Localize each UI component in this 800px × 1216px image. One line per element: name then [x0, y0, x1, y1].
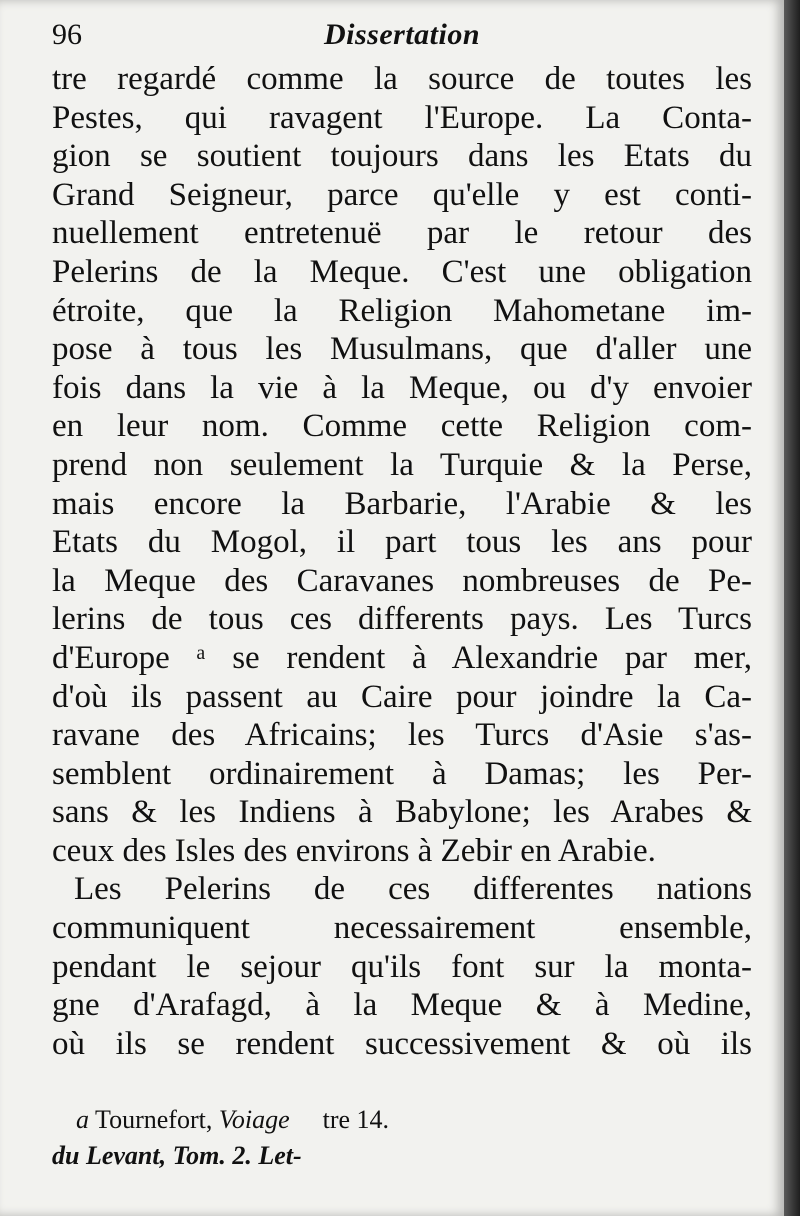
- footnote-letter-ref: tre 14.: [322, 1105, 390, 1134]
- text-line: mais encore la Barbarie, l'Arabie & les: [52, 485, 752, 522]
- page-header: [52, 16, 752, 60]
- page-number: 96: [52, 18, 82, 51]
- text-line: d'Europe ᵃ se rendent à Alexandrie par mer,: [52, 639, 752, 676]
- text-line: Pelerins de la Meque. C'est une obligation: [52, 253, 752, 290]
- text-line: étroite, que la Religion Mahometane im-: [52, 292, 752, 329]
- text-line: sans & les Indiens à Babylone; les Arabes &: [52, 794, 752, 831]
- text-line: gne d'Arafagd, à la Meque & à Medine,: [52, 987, 752, 1024]
- text-line: où ils se rendent successivement & où ils: [52, 1025, 752, 1062]
- text-line: gion se soutient toujours dans les Etats du: [52, 138, 752, 175]
- page-edge-shadow: [784, 0, 800, 1216]
- text-line: fois dans la vie à la Meque, ou d'y envoier: [52, 369, 752, 406]
- body-text: [52, 60, 752, 1063]
- text-line: prend non seulement la Turquie & la Perse,: [52, 446, 752, 483]
- text-line: communiquent necessairement ensemble,: [52, 910, 752, 947]
- text-line: ceux des Isles des environs à Zebir en Arabie.: [52, 832, 656, 869]
- text-line: Pestes, qui ravagent l'Europe. La Conta-: [52, 99, 752, 136]
- text-line: nuellement entretenuë par le retour des: [52, 215, 752, 252]
- footnote-line: [52, 1102, 752, 1138]
- footnote-marker: a: [76, 1105, 89, 1134]
- text-line: en leur nom. Comme cette Religion com-: [52, 408, 752, 445]
- text-line: Grand Seigneur, parce qu'elle y est conti-: [52, 176, 752, 213]
- text-line: pose à tous les Musulmans, que d'aller une: [52, 331, 752, 368]
- running-head: Dissertation: [323, 18, 481, 51]
- text-line: pendant le sejour qu'ils font sur la monta-: [52, 948, 752, 985]
- text-line: Etats du Mogol, il part tous les ans pour: [52, 524, 752, 561]
- footnote-line-2: du Levant, Tom. 2. Let-: [52, 1141, 302, 1170]
- text-line: lerins de tous ces differents pays. Les Turcs: [52, 601, 752, 638]
- footnotes: [52, 1102, 752, 1174]
- text-line: Les Pelerins de ces differentes nations: [74, 871, 752, 908]
- text-line: semblent ordinairement à Damas; les Per-: [52, 755, 752, 792]
- footnote-title: Voiage: [218, 1105, 290, 1134]
- text-line: d'où ils passent au Caire pour joindre la Ca-: [52, 678, 752, 715]
- text-line: la Meque des Caravanes nombreuses de Pe-: [52, 562, 752, 599]
- text-line: tre regardé comme la source de toutes les: [52, 61, 752, 97]
- text-line: ravane des Africains; les Turcs d'Asie s'as-: [52, 717, 752, 754]
- footnote-author: Tournefort,: [95, 1105, 213, 1134]
